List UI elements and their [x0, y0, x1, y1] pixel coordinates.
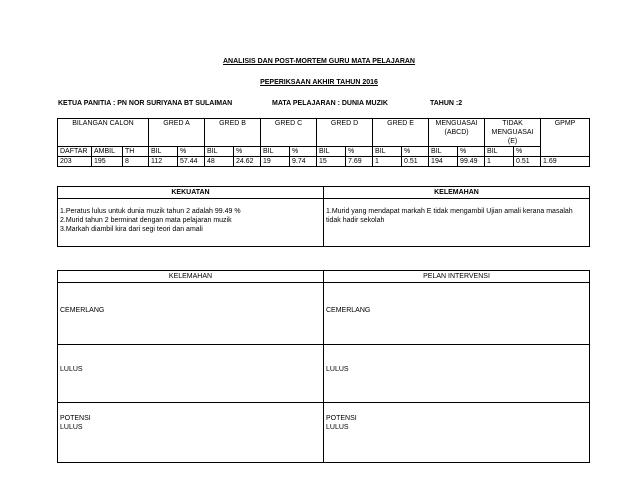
value-cell: 1	[373, 157, 402, 167]
header-bilangan-calon: BILANGAN CALON	[58, 119, 149, 147]
plan-row-lulus-left: LULUS	[58, 345, 324, 403]
subheader-cell: DAFTAR	[58, 147, 92, 157]
header-gred-c: GRED C	[261, 119, 317, 147]
plan-row-lulus-right: LULUS	[324, 345, 590, 403]
subheader-cell: AMBIL	[92, 147, 123, 157]
value-cell: 99.49	[458, 157, 485, 167]
subheader-cell: %	[402, 147, 429, 157]
value-cell: 9.74	[290, 157, 317, 167]
subheader-cell: BIL	[429, 147, 458, 157]
header-tidak-menguasai: TIDAK MENGUASAI (E)	[485, 119, 541, 147]
value-cell: 15	[317, 157, 346, 167]
value-cell: 112	[149, 157, 178, 167]
plan-weakness-header: KELEMAHAN	[58, 271, 324, 283]
value-cell: 0.51	[514, 157, 541, 167]
subheader-cell: TH	[123, 147, 149, 157]
page-subtitle: PEPERIKSAAN AKHIR TAHUN 2016	[260, 79, 378, 86]
value-cell: 7.69	[346, 157, 373, 167]
strength-weakness-table	[57, 186, 590, 247]
value-cell: 195	[92, 157, 123, 167]
subheader-cell: BIL	[205, 147, 234, 157]
header-gred-a: GRED A	[149, 119, 205, 147]
header-gred-d: GRED D	[317, 119, 373, 147]
subheader-cell: %	[346, 147, 373, 157]
header-gred-e: GRED E	[373, 119, 429, 147]
subheader-cell: %	[514, 147, 541, 157]
subheader-cell: %	[178, 147, 205, 157]
subheader-cell: BIL	[261, 147, 290, 157]
plan-intervention-header: PELAN INTERVENSI	[324, 271, 590, 283]
year-label: TAHUN :2	[430, 100, 463, 107]
plan-row-potensi-left	[58, 403, 324, 463]
weakness-item: 1.Murid yang mendapat markah E tidak mengambil Ujian amali kerana masalah tidak hadir sekolah	[326, 208, 573, 224]
value-cell: 19	[261, 157, 290, 167]
intervention-table	[57, 270, 590, 463]
subheader-cell: BIL	[485, 147, 514, 157]
weakness-header: KELEMAHAN	[324, 187, 590, 199]
header-gred-b: GRED B	[205, 119, 261, 147]
value-cell: 24.62	[234, 157, 261, 167]
subheader-cell: BIL	[317, 147, 346, 157]
subject-label: MATA PELAJARAN : DUNIA MUZIK	[272, 100, 388, 107]
value-cell: 203	[58, 157, 92, 167]
strength-item: 2.Murid tahun 2 berminat dengan mata pelajaran muzik	[60, 217, 232, 224]
value-cell: 1.69	[541, 157, 590, 167]
value-cell: 0.51	[402, 157, 429, 167]
plan-row-cemerlang-left: CEMERLANG	[58, 283, 324, 345]
strength-item: 3.Markah diambil kira dari segi teori dan amali	[60, 226, 203, 233]
plan-row-potensi-left-text: POTENSI LULUS	[60, 415, 91, 431]
strength-header: KEKUATAN	[58, 187, 324, 199]
header-menguasai: MENGUASAI (ABCD)	[429, 119, 485, 147]
results-table	[57, 118, 590, 167]
subheader-cell: %	[458, 147, 485, 157]
strengths-cell	[58, 199, 324, 247]
strength-item: 1.Peratus lulus untuk dunia muzik tahun 2 adalah 99.49 %	[60, 208, 241, 215]
value-cell: 48	[205, 157, 234, 167]
subheader-cell: BIL	[149, 147, 178, 157]
plan-row-cemerlang-right: CEMERLANG	[324, 283, 590, 345]
plan-row-potensi-right	[324, 403, 590, 463]
value-cell: 8	[123, 157, 149, 167]
header-gpmp: GPMP	[541, 119, 590, 157]
subheader-cell: %	[290, 147, 317, 157]
ketua-panitia: KETUA PANITIA : PN NOR SURIYANA BT SULAIMAN	[58, 100, 233, 107]
page-title: ANALISIS DAN POST-MORTEM GURU MATA PELAJARAN	[223, 58, 415, 65]
weaknesses-cell	[324, 199, 590, 247]
value-cell: 194	[429, 157, 458, 167]
subheader-cell: BIL	[373, 147, 402, 157]
subheader-cell: %	[234, 147, 261, 157]
value-cell: 1	[485, 157, 514, 167]
plan-row-potensi-right-text: POTENSI LULUS	[326, 415, 357, 431]
value-cell: 57.44	[178, 157, 205, 167]
